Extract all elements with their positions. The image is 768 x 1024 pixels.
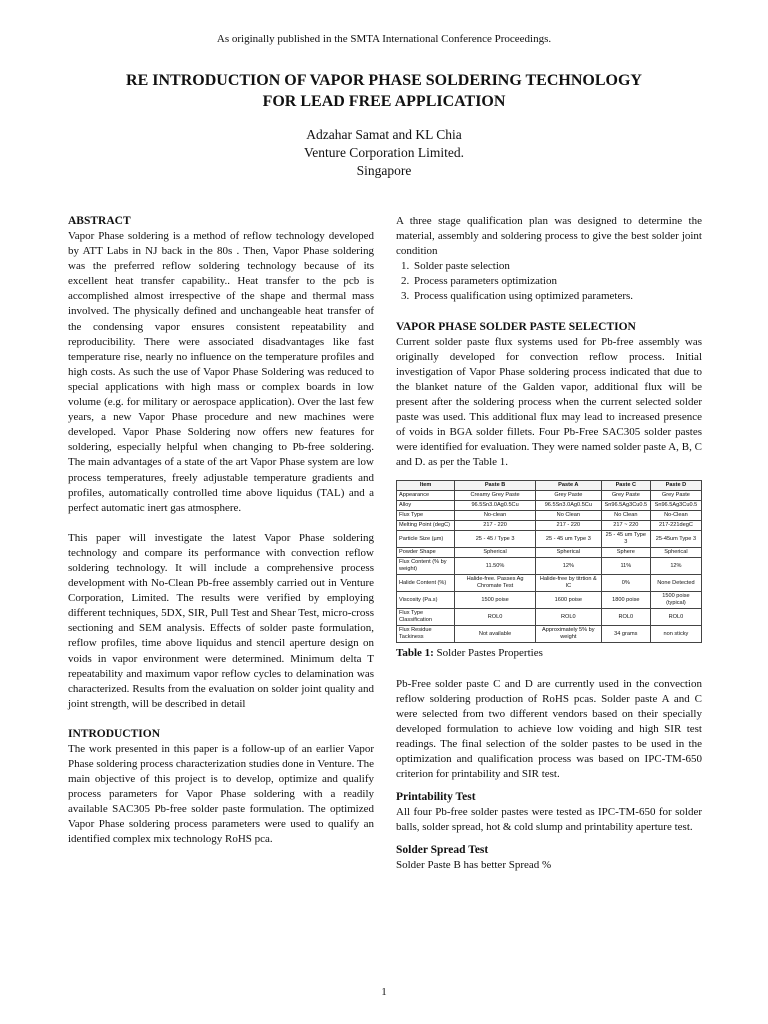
table-header-cell: Item (397, 481, 455, 491)
table-cell: ROL0 (535, 609, 601, 626)
table-cell: 217 - 220 (455, 521, 536, 531)
affiliation: Venture Corporation Limited. (303, 145, 465, 160)
list-item: 1. Solder paste selection (412, 259, 702, 274)
table-cell: Grey Paste (601, 491, 650, 501)
pb-free-paragraph: Pb-Free solder paste C and D are currently used in the convection reflow soldering production of RoHS pcas. Solder paste A and C were selected from two different vendors based on their specially developed formulation to achieve low voiding and high SIR test readings. The final selection of the solder pastes to be used in the optimization and qualification process was based on IPC-TM-650 criterion for printability and SIR test. (396, 677, 702, 781)
page-number: 1 (381, 986, 387, 998)
table-cell: ROL0 (601, 609, 650, 626)
vapor-phase-paragraph: Current solder paste flux systems used for Pb-free assembly was originally developed for convection reflow process. Initial investigation of Vapor Phase soldering process indicated that due to the blanket nature of the Galden vapor, additional flux will be present after the soldering process when the current selected solder paste was used. This additional flux may lead to increased presence of voids in BGA solder fillets. Four Pb-Free SAC305 solder pastes were identified for evaluation. They were named solder paste A, B, C and D. as per the Table 1. (396, 335, 702, 469)
table-cell: 1600 poise (535, 592, 601, 609)
abstract-paragraph-1: Vapor Phase soldering is a method of reflow technology developed by ATT Labs in NJ back in the 80s . Then, Vapor Phase soldering was the preferred reflow soldering technology because of its excellent heat transfer capability.. Heat transfer to the pcb is accomplished almost irrespective of the shape and thermal mass involved. The physically defined and unchangeable heat transfer of the condensing vapor ensures consistent repeatability and reproducibility. There were associated disadvantages like fast temperature rise, nearly no influence on the temperature profiles and high costs. As such the use of Vapor Phase Soldering was reduced to special applications with high mass or complex boards in low volume (e.g. for military or aerospace application). Over the last few years, a new Vapor Phase procedure and new machines were developed. Vapor Phase Soldering now offers new features for soldering, especially helpful when changing to Pb-free soldering. The main advantages of a state of the art Vapor Phase system are low process temperatures, freely adjustable temperature gradients and profiles, automatically controlled time above liquidus (TAL) and a perfect automatic inert gas atmosphere. (68, 230, 374, 514)
paper-title (40, 70, 728, 112)
table-caption-text: Solder Pastes Properties (433, 647, 543, 660)
table-cell: 217-221degC (650, 521, 701, 531)
table-row (397, 491, 702, 501)
table-cell: Sn96.5Ag3Cu0.5 (601, 501, 650, 511)
vapor-phase-heading: VAPOR PHASE SOLDER PASTE SELECTION (396, 320, 636, 333)
list-item: 2. Process parameters optimization (412, 274, 702, 289)
table-row-label: Halide Content (%) (397, 575, 455, 592)
table-row-label: Flux Content (% by weight) (397, 558, 455, 575)
table-cell: Spherical (650, 548, 701, 558)
table-header-row (397, 481, 702, 491)
table-cell: 25-45um Type 3 (650, 531, 701, 548)
table-cell: 0% (601, 575, 650, 592)
table-cell: Creamy Grey Paste (455, 491, 536, 501)
table-cell: 25 - 45 um Type 3 (535, 531, 601, 548)
table-cell: No-Clean (650, 511, 701, 521)
printability-heading: Printability Test (396, 791, 476, 804)
table-row (397, 558, 702, 575)
table-cell: Spherical (535, 548, 601, 558)
solder-spread-paragraph: Solder Paste B has better Spread % (396, 859, 552, 872)
table-header-cell: Paste C (601, 481, 650, 491)
table-cell: Grey Paste (650, 491, 701, 501)
table-row (397, 531, 702, 548)
table-cell: Grey Paste (535, 491, 601, 501)
table-cell: Spherical (455, 548, 536, 558)
table-cell: None Detected (650, 575, 701, 592)
table-cell: 217 - 220 (535, 521, 601, 531)
table-row (397, 521, 702, 531)
table-row-label: Flux Residue Tackiness (397, 626, 455, 643)
table-row (397, 548, 702, 558)
table-cell: 12% (535, 558, 601, 575)
title-line-1: RE INTRODUCTION OF VAPOR PHASE SOLDERING TECHNOLOGY (126, 72, 642, 89)
table-cell: 34 grams (601, 626, 650, 643)
table-row (397, 626, 702, 643)
introduction-heading: INTRODUCTION (68, 727, 161, 740)
table-cell: 1500 poise (455, 592, 536, 609)
table-row-label: Particle Size (µm) (397, 531, 455, 548)
table-cell: 11.50% (455, 558, 536, 575)
table-row (397, 575, 702, 592)
abstract-heading: ABSTRACT (68, 215, 131, 227)
plan-list (396, 259, 702, 304)
introduction-paragraph: The work presented in this paper is a follow-up of an earlier Vapor Phase soldering process characterization studies done in Venture. The main objective of this project is to develop, optimize and qualify process parameters for Vapor Phase soldering with a readily available SAC305 Pb-free solder paste formulation. The optimized Vapor Phase soldering process parameters were used to qualify an identified complex mix technology RoHS pca. (68, 742, 374, 846)
table-row-label: Melting Point (degC) (397, 521, 455, 531)
table-cell: ROL0 (650, 609, 701, 626)
printability-paragraph: All four Pb-free solder pastes were tested as IPC-TM-650 for solder balls, solder spread, hot & cold slump and printability aperture test. (396, 806, 702, 834)
plan-paragraph: A three stage qualification plan was designed to determine the material, assembly and soldering process to give the best solder joint condition (396, 215, 702, 258)
table-cell: 11% (601, 558, 650, 575)
location: Singapore (356, 163, 412, 178)
table-header-cell: Paste B (455, 481, 536, 491)
solder-spread-heading: Solder Spread Test (396, 844, 489, 857)
table-row-label: Flux Type Classification (397, 609, 455, 626)
table-cell: non sticky (650, 626, 701, 643)
table-row-label: Appearance (397, 491, 455, 501)
left-column (68, 214, 374, 848)
table-row (397, 501, 702, 511)
solder-paste-table (396, 480, 702, 643)
author-block (0, 126, 768, 180)
table-row-label: Viscosity (Pa.s) (397, 592, 455, 609)
table-cell: Not available (455, 626, 536, 643)
table-cell: 96.5Sn3.0Ag0.5Cu (455, 501, 536, 511)
table-cell: Halide-free. Passes Ag Chromate Test (455, 575, 536, 592)
table-cell: Halide-free by titrtion & IC (535, 575, 601, 592)
table-cell: No Clean (601, 511, 650, 521)
table-row-label: Alloy (397, 501, 455, 511)
table-cell: No Clean (535, 511, 601, 521)
table-cell: Sphere (601, 548, 650, 558)
table-cell: 217 ~ 220 (601, 521, 650, 531)
table-cell: Sn96.5Ag3Cu0.5 (650, 501, 701, 511)
publication-note: As originally published in the SMTA International Conference Proceedings. (216, 33, 552, 45)
table-cell: 12% (650, 558, 701, 575)
table-cell: 1800 poise (601, 592, 650, 609)
right-column (396, 214, 702, 873)
table-row (397, 609, 702, 626)
table-cell: No-clean (455, 511, 536, 521)
table-row (397, 592, 702, 609)
table-cell: Approximately 5% by weight (535, 626, 601, 643)
table-cell: 25 - 45 um Type 3 (601, 531, 650, 548)
abstract-paragraph-2: This paper will investigate the latest Vapor Phase soldering technology and compare its performance with convection reflow soldering technology. It will include a comprehensive process development with No-Clean Pb-free assembly carried out in Venture Corporation, Limited. The results were verified by employing different techniques, 5DX, SIR, Pull Test and Shear Test, micro-cross sectioning and SEM analysis. Effects of solder paste formulation, reflow profiles, time above liquidus and stencil aperture design on voids in vapor environment were determined. Minimum delta T repeatability and maximum vapor reflow cycles to delamination was characterized. Results from the evaluation on solder joint quality and joint strength, will be described in detail (68, 531, 374, 710)
authors: Adzahar Samat and KL Chia (306, 127, 462, 142)
table-cell: 96.5Sn3.0Ag0.5Cu (535, 501, 601, 511)
title-line-2: FOR LEAD FREE APPLICATION (262, 93, 506, 110)
table-header-cell: Paste A (535, 481, 601, 491)
table-row-label: Powder Shape (397, 548, 455, 558)
table-cell: ROL0 (455, 609, 536, 626)
table-caption-label: Table 1: (396, 647, 434, 660)
table-row (397, 511, 702, 521)
table-cell: 1500 poise (typical) (650, 592, 701, 609)
table-row-label: Flux Type (397, 511, 455, 521)
table-caption (396, 646, 702, 661)
list-item: 3. Process qualification using optimized parameters. (412, 289, 702, 304)
table-cell: 25 - 45 / Type 3 (455, 531, 536, 548)
table-header-cell: Paste D (650, 481, 701, 491)
